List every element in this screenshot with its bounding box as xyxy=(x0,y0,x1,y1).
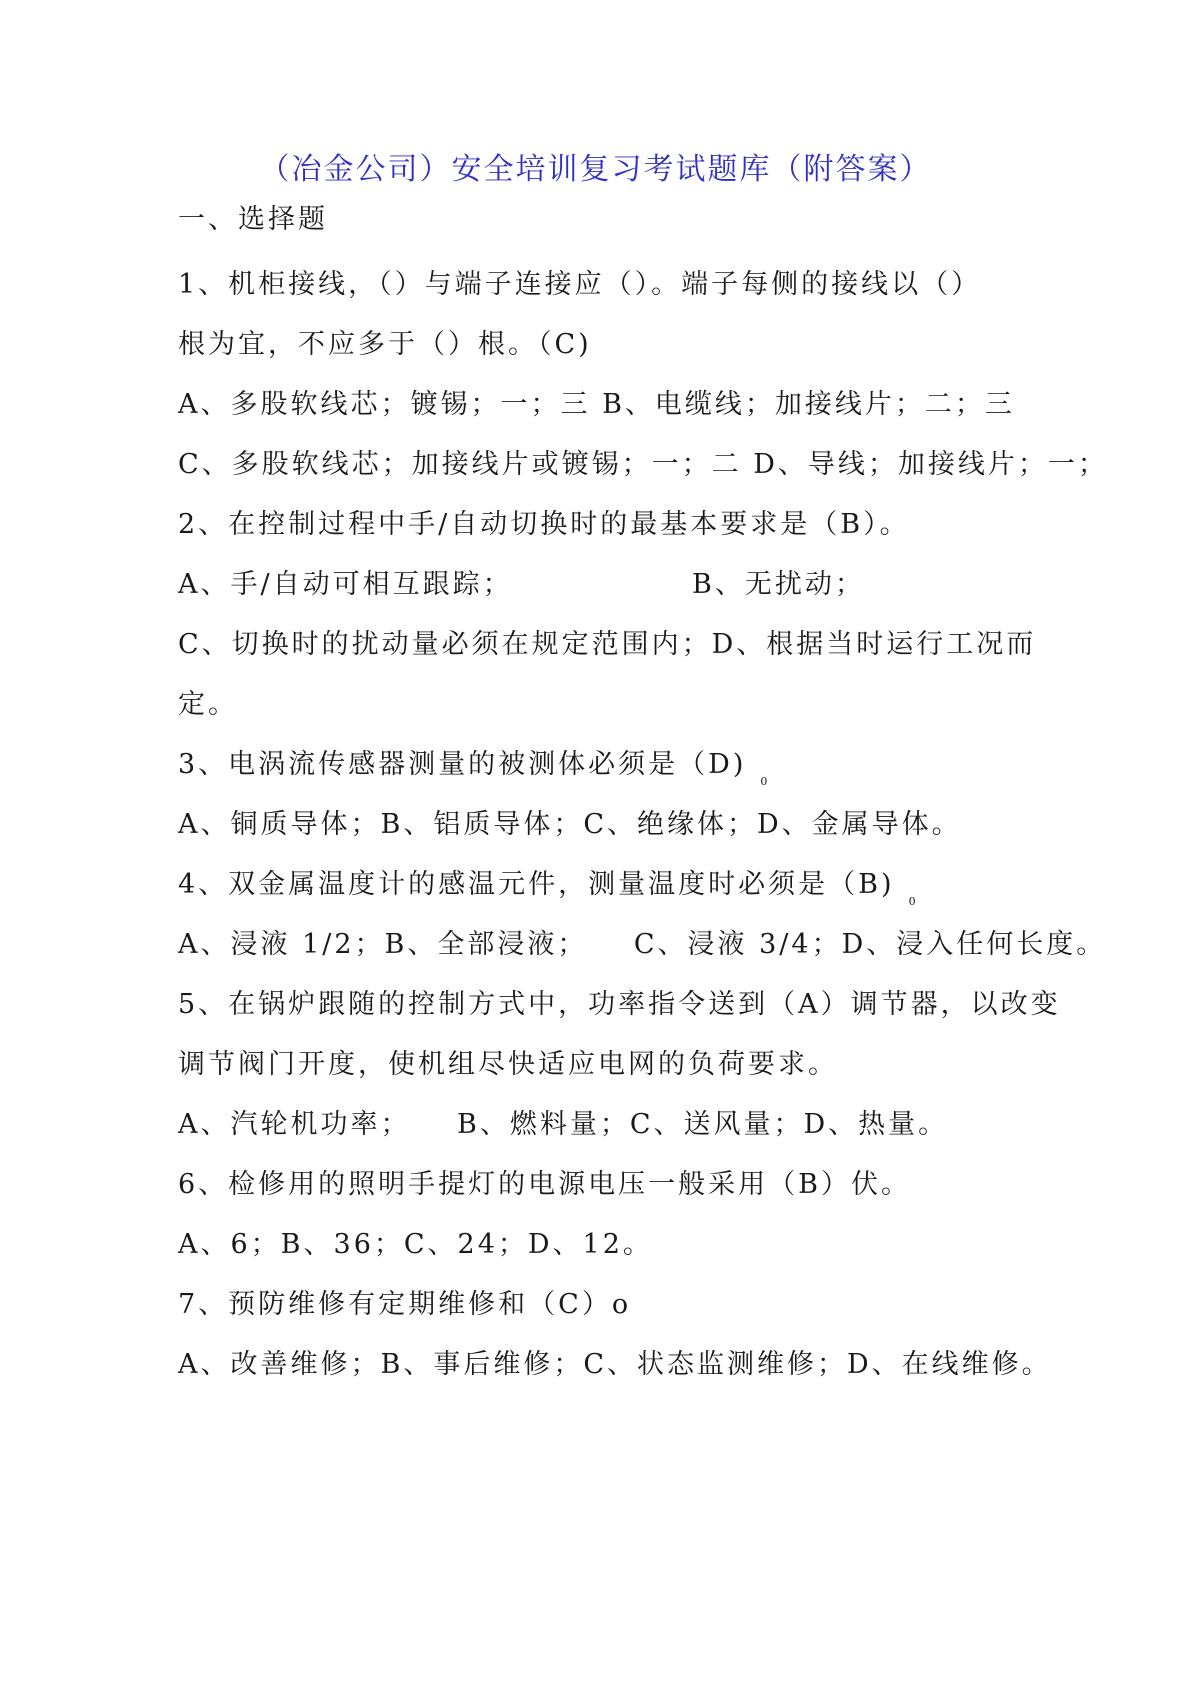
question-3-text: 3、电涡流传感器测量的被测体必须是（D) xyxy=(178,749,747,780)
question-4-options: A、浸液 1/2；B、全部浸液； C、浸液 3/4；D、浸入任何长度。 xyxy=(178,929,1107,960)
question-4 xyxy=(178,868,916,919)
question-1-options-cd: C、多股软线芯；加接线片或镀锡；一；二 D、导线；加接线片；一； xyxy=(178,449,1108,480)
question-2-options-cd-continued: 定。 xyxy=(178,689,238,720)
question-6-options: A、6；B、36；C、24；D、12。 xyxy=(178,1229,653,1260)
question-5-options: A、汽轮机功率； B、燃料量；C、送风量；D、热量。 xyxy=(178,1109,949,1140)
question-1-line-2: 根为宜，不应多于（）根。（C) xyxy=(178,329,592,360)
question-3-mark: 0 xyxy=(760,775,768,788)
question-3 xyxy=(178,748,767,799)
question-1-line-1: 1、机柜接线，（）与端子连接应（）。端子每侧的接线以（） xyxy=(178,269,982,300)
question-1-options-ab: A、多股软线芯；镀锡；一；三 B、电缆线；加接线片；二；三 xyxy=(178,389,1015,420)
question-5-line-2: 调节阀门开度，使机组尽快适应电网的负荷要求。 xyxy=(178,1049,838,1080)
section-heading: 一、选择题 xyxy=(178,204,328,235)
question-2: 2、在控制过程中手/自动切换时的最基本要求是（B）。 xyxy=(178,509,910,540)
question-6: 6、检修用的照明手提灯的电源电压一般采用（B）伏。 xyxy=(178,1169,912,1200)
question-5-line-1: 5、在锅炉跟随的控制方式中，功率指令送到（A）调节器，以改变 xyxy=(178,989,1061,1020)
question-2-options-cd: C、切换时的扰动量必须在规定范围内；D、根据当时运行工况而 xyxy=(178,629,1037,660)
question-2-option-b: B、无扰动； xyxy=(692,569,865,600)
question-4-mark: 0 xyxy=(908,895,916,908)
document-title: （冶金公司）安全培训复习考试题库（附答案） xyxy=(259,152,932,187)
question-4-text: 4、双金属温度计的感温元件，测量温度时必须是（B) xyxy=(178,869,895,900)
question-7-options: A、改善维修；B、事后维修；C、状态监测维修；D、在线维修。 xyxy=(178,1349,1052,1380)
question-2-option-a: A、手/自动可相互跟踪； xyxy=(178,569,513,600)
question-7: 7、预防维修有定期维修和（C）o xyxy=(178,1289,632,1320)
question-3-options: A、铜质导体；B、铝质导体；C、绝缘体；D、金属导体。 xyxy=(178,809,962,840)
